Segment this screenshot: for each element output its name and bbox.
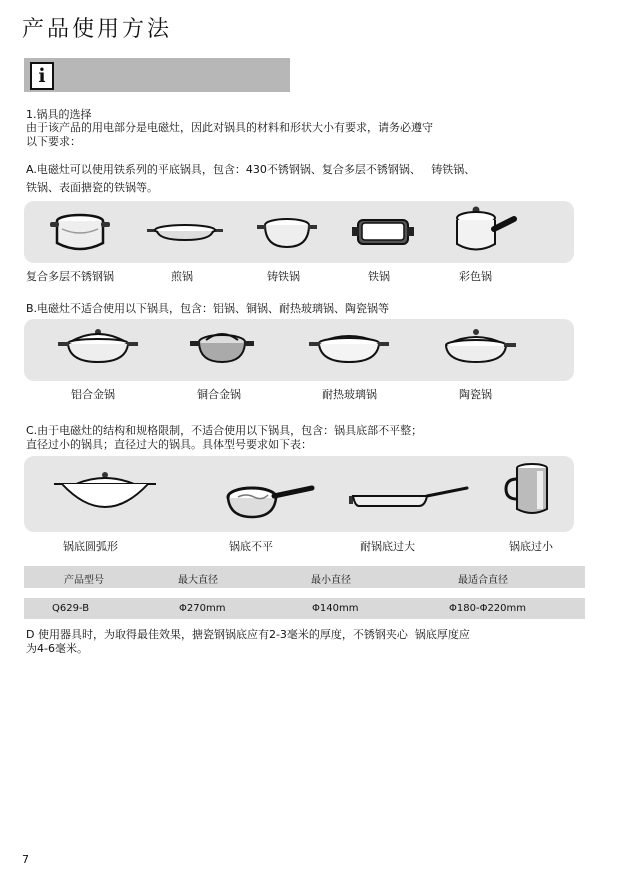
label-round-bottom: 锅底圆弧形 [63, 540, 118, 553]
table-header: 最大直径 [178, 575, 218, 586]
label-glass-pot: 耐热玻璃锅 [322, 388, 377, 401]
intro-line-2: 以下要求： [26, 135, 81, 148]
label-composite-pot: 复合多层不锈钢锅 [26, 270, 114, 283]
table-cell: Q629-B [52, 603, 90, 614]
long-pan-icon [349, 486, 469, 512]
section-a-line-2: 铁锅、表面搪瓷的铁锅等。 [26, 181, 158, 194]
label-iron-pot: 铁锅 [368, 270, 390, 283]
section-d-line-2: 为4-6毫米。 [26, 642, 88, 655]
table-header-row [24, 566, 585, 588]
ceramic-pot-icon [438, 328, 518, 368]
small-mug-icon [506, 463, 552, 519]
table-header: 最小直径 [311, 575, 351, 586]
table-header: 最适合直径 [458, 575, 508, 586]
label-bottom-too-large: 耐锅底过大 [360, 540, 415, 553]
info-bar [24, 58, 290, 92]
iron-griddle-icon [352, 214, 414, 250]
page-title: 产品使用方法 [22, 17, 173, 42]
info-icon: i [30, 62, 54, 90]
label-frying-pan: 煎锅 [171, 270, 193, 283]
table-header: 产品型号 [64, 575, 104, 586]
label-ceramic-pot: 陶瓷锅 [459, 388, 492, 401]
label-uneven-bottom: 锅底不平 [229, 540, 273, 553]
table-cell: Φ270mm [179, 603, 226, 614]
table-cell: Φ180-Φ220mm [449, 603, 527, 614]
copper-pot-icon [190, 326, 254, 370]
glass-pot-icon [309, 330, 389, 370]
table-cell: Φ140mm [312, 603, 359, 614]
section-c-line-2: 直径过小的锅具；直径过大的锅具。具体型号要求如下表： [26, 438, 312, 451]
uneven-pan-icon [224, 483, 316, 523]
intro-line-1: 由于该产品的用电部分是电磁灶，因此对锅具的材料和形状大小有要求，请务必遵守 [26, 121, 433, 134]
table-row [24, 598, 585, 619]
label-bottom-too-small: 锅底过小 [509, 540, 553, 553]
page-number: 7 [22, 853, 29, 866]
wok-icon [54, 470, 156, 516]
label-cast-iron-pot: 铸铁锅 [267, 270, 300, 283]
label-copper-pot: 铜合金锅 [197, 388, 241, 401]
section-d-line-1: D 使用器具时，为取得最佳效果，搪瓷钢锅底应有2-3毫米的厚度，不锈钢夹心 锅底厚度应 [26, 628, 470, 641]
section-c-line-1: C.由于电磁灶的结构和规格限制，不适合使用以下锅具，包含：锅具底部不平整； [26, 424, 423, 437]
stockpot-icon [52, 209, 112, 259]
section-a-line-1: A.电磁灶可以使用铁系列的平底锅具，包含：430不锈钢锅、复合多层不锈钢锅、 铸铁锅、 [26, 163, 476, 176]
section-b-text: B.电磁灶不适合使用以下锅具，包含：铝锅、铜锅、耐热玻璃锅、陶瓷锅等 [26, 302, 390, 315]
label-color-pot: 彩色锅 [459, 270, 492, 283]
color-pot-icon [452, 205, 518, 257]
frying-pan-icon [147, 220, 223, 248]
cast-iron-pot-icon [257, 213, 317, 253]
aluminum-pot-icon [58, 326, 140, 370]
label-aluminum-pot: 铝合金锅 [71, 388, 115, 401]
section-heading: 1.锅具的选择 [26, 108, 92, 121]
